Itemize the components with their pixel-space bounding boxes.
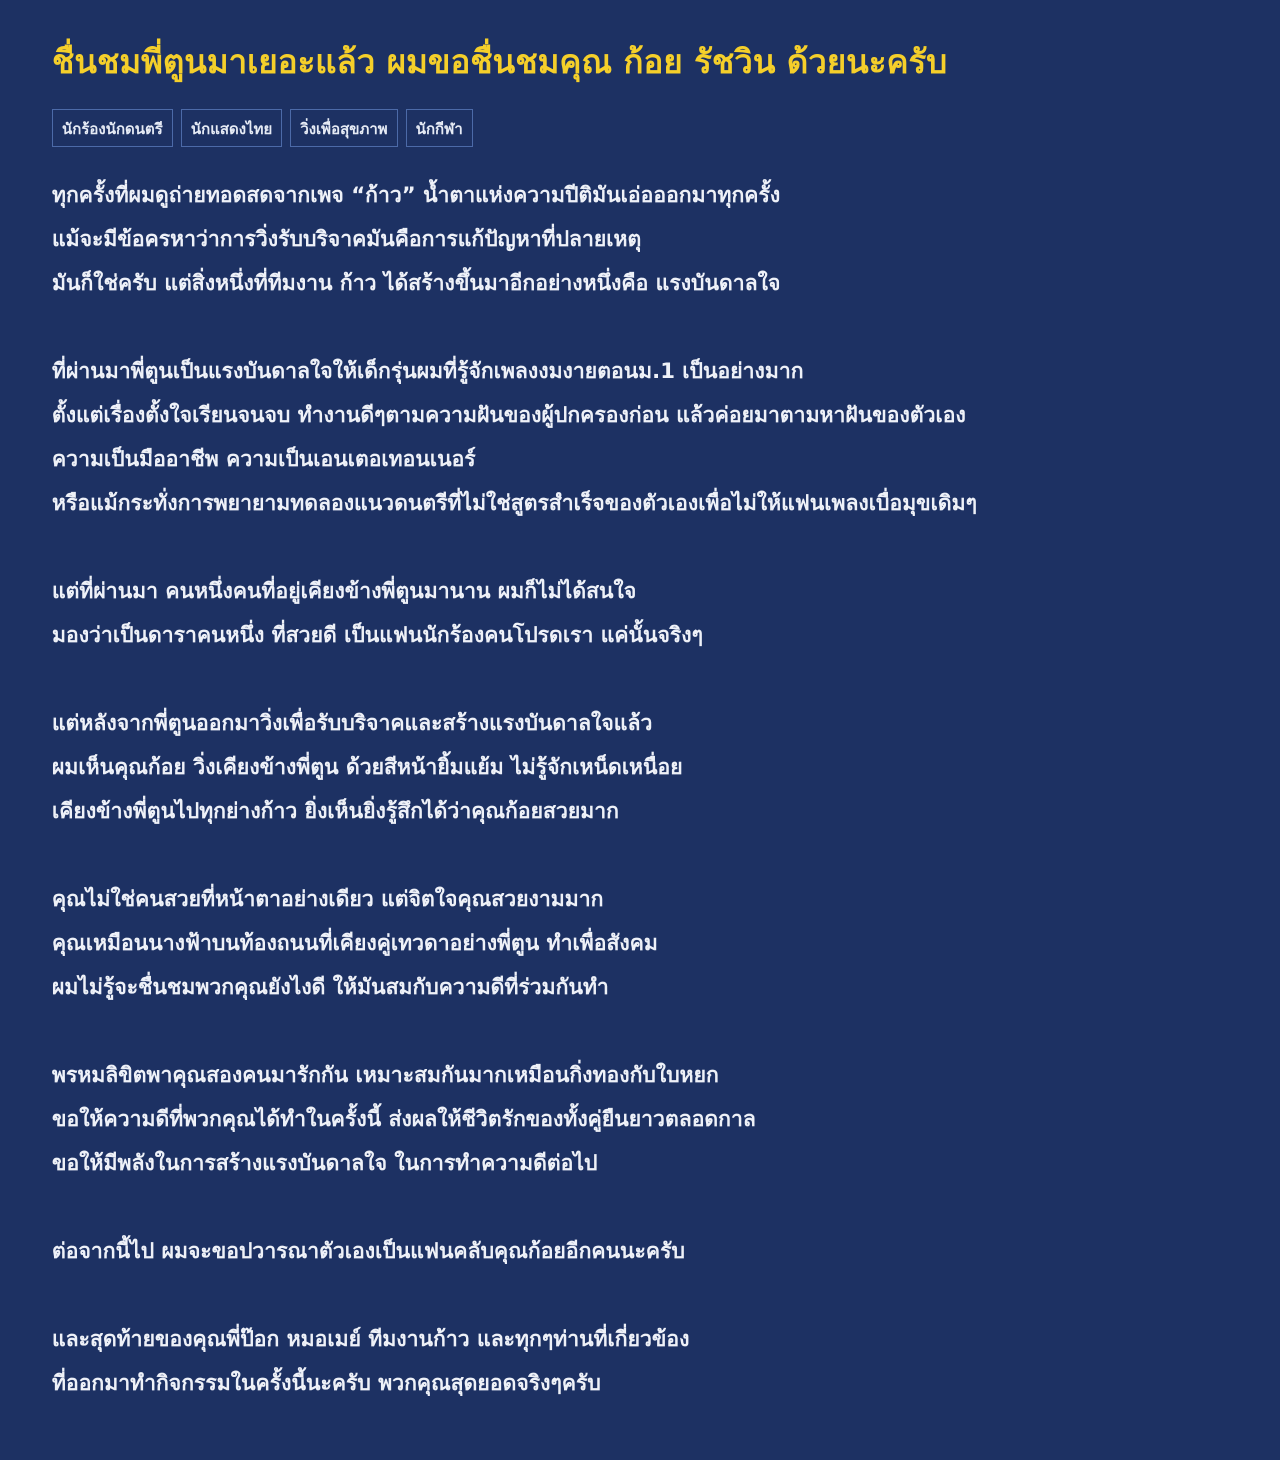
text-line: แม้จะมีข้อครหาว่าการวิ่งรับบริจาคมันคือการแก้ปัญหาที่ปลายเหตุ <box>52 226 642 251</box>
text-line: ต่อจากนี้ไป ผมจะขอปวารณาตัวเองเป็นแฟนคลับคุณก้อยอีกคนนะครับ <box>52 1238 685 1263</box>
paragraph-6 <box>52 1053 1260 1185</box>
paragraph-7 <box>52 1229 1260 1273</box>
text-line: ผมไม่รู้จะชื่นชมพวกคุณยังไงดี ให้มันสมกับความดีที่ร่วมกันทำ <box>52 974 609 999</box>
text-line: คุณไม่ใช่คนสวยที่หน้าตาอย่างเดียว แต่จิตใจคุณสวยงามมาก <box>52 886 604 911</box>
paragraph-8 <box>52 1317 1260 1405</box>
text-line: และสุดท้ายของคุณพี่ป๊อก หมอเมย์ ทีมงานก้าว และทุกๆท่านที่เกี่ยวข้อง <box>52 1326 690 1351</box>
text-line: แต่หลังจากพี่ตูนออกมาวิ่งเพื่อรับบริจาคและสร้างแรงบันดาลใจแล้ว <box>52 710 653 735</box>
text-line: มันก็ใช่ครับ แต่สิ่งหนึ่งที่ทีมงาน ก้าว ได้สร้างขึ้นมาอีกอย่างหนึ่งคือ แรงบันดาลใจ <box>52 270 781 295</box>
tag-list <box>52 109 1260 147</box>
text-line: ผมเห็นคุณก้อย วิ่งเคียงข้างพี่ตูน ด้วยสีหน้ายิ้มแย้ม ไม่รู้จักเหน็ดเหนื่อย <box>52 754 683 779</box>
text-line: แต่ที่ผ่านมา คนหนึ่งคนที่อยู่เคียงข้างพี่ตูนมานาน ผมก็ไม่ได้สนใจ <box>52 578 637 603</box>
article-title: ชื่นชมพี่ตูนมาเยอะแล้ว ผมขอชื่นชมคุณ ก้อย รัชวิน ด้วยนะครับ <box>52 42 948 81</box>
text-line: ความเป็นมืออาชีพ ความเป็นเอนเตอเทอนเนอร์ <box>52 446 476 471</box>
text-line: ที่ผ่านมาพี่ตูนเป็นแรงบันดาลใจให้เด็กรุ่นผมที่รู้จักเพลงงมงายตอนม.1 เป็นอย่างมาก <box>52 358 804 383</box>
text-line: คุณเหมือนนางฟ้าบนท้องถนนที่เคียงคู่เทวดาอย่างพี่ตูน ทำเพื่อสังคม <box>52 930 658 955</box>
tag-athlete[interactable]: นักกีฬา <box>406 109 473 147</box>
text-line: พรหมลิขิตพาคุณสองคนมารักกัน เหมาะสมกันมากเหมือนกิ่งทองกับใบหยก <box>52 1062 719 1087</box>
text-line: ที่ออกมาทำกิจกรรมในครั้งนี้นะครับ พวกคุณสุดยอดจริงๆครับ <box>52 1370 601 1395</box>
text-line: ขอให้มีพลังในการสร้างแรงบันดาลใจ ในการทำความดีต่อไป <box>52 1150 598 1175</box>
text-line: ทุกครั้งที่ผมดูถ่ายทอดสดจากเพจ “ก้าว” น้ำตาแห่งความปีติมันเอ่อออกมาทุกครั้ง <box>52 182 781 207</box>
tag-music[interactable]: นักร้องนักดนตรี <box>52 109 173 147</box>
text-line: ตั้งแต่เรื่องตั้งใจเรียนจนจบ ทำงานดีๆตามความฝันของผู้ปกครองก่อน แล้วค่อยมาตามหาฝันของตัวเอง <box>52 402 966 427</box>
text-line: เคียงข้างพี่ตูนไปทุกย่างก้าว ยิ่งเห็นยิ่งรู้สึกได้ว่าคุณก้อยสวยมาก <box>52 798 619 823</box>
text-line: หรือแม้กระทั่งการพยายามทดลองแนวดนตรีที่ไม่ใช่สูตรสำเร็จของตัวเองเพื่อไม่ให้แฟนเพลงเบื่อมุขเดิมๆ <box>52 490 977 515</box>
tag-running-health[interactable]: วิ่งเพื่อสุขภาพ <box>290 109 397 147</box>
text-line: มองว่าเป็นดาราคนหนึ่ง ที่สวยดี เป็นแฟนนักร้องคนโปรดเรา แค่นั้นจริงๆ <box>52 622 704 647</box>
tag-thai-actor[interactable]: นักแสดงไทย <box>181 109 282 147</box>
text-line: ขอให้ความดีที่พวกคุณได้ทำในครั้งนี้ ส่งผลให้ชีวิตรักของทั้งคู่ยืนยาวตลอดกาล <box>52 1106 756 1131</box>
paragraph-4 <box>52 701 1260 833</box>
paragraph-5 <box>52 877 1260 1009</box>
paragraph-3 <box>52 569 1260 657</box>
paragraph-1 <box>52 173 1260 305</box>
paragraph-2 <box>52 349 1260 525</box>
article-body <box>52 173 1260 1405</box>
